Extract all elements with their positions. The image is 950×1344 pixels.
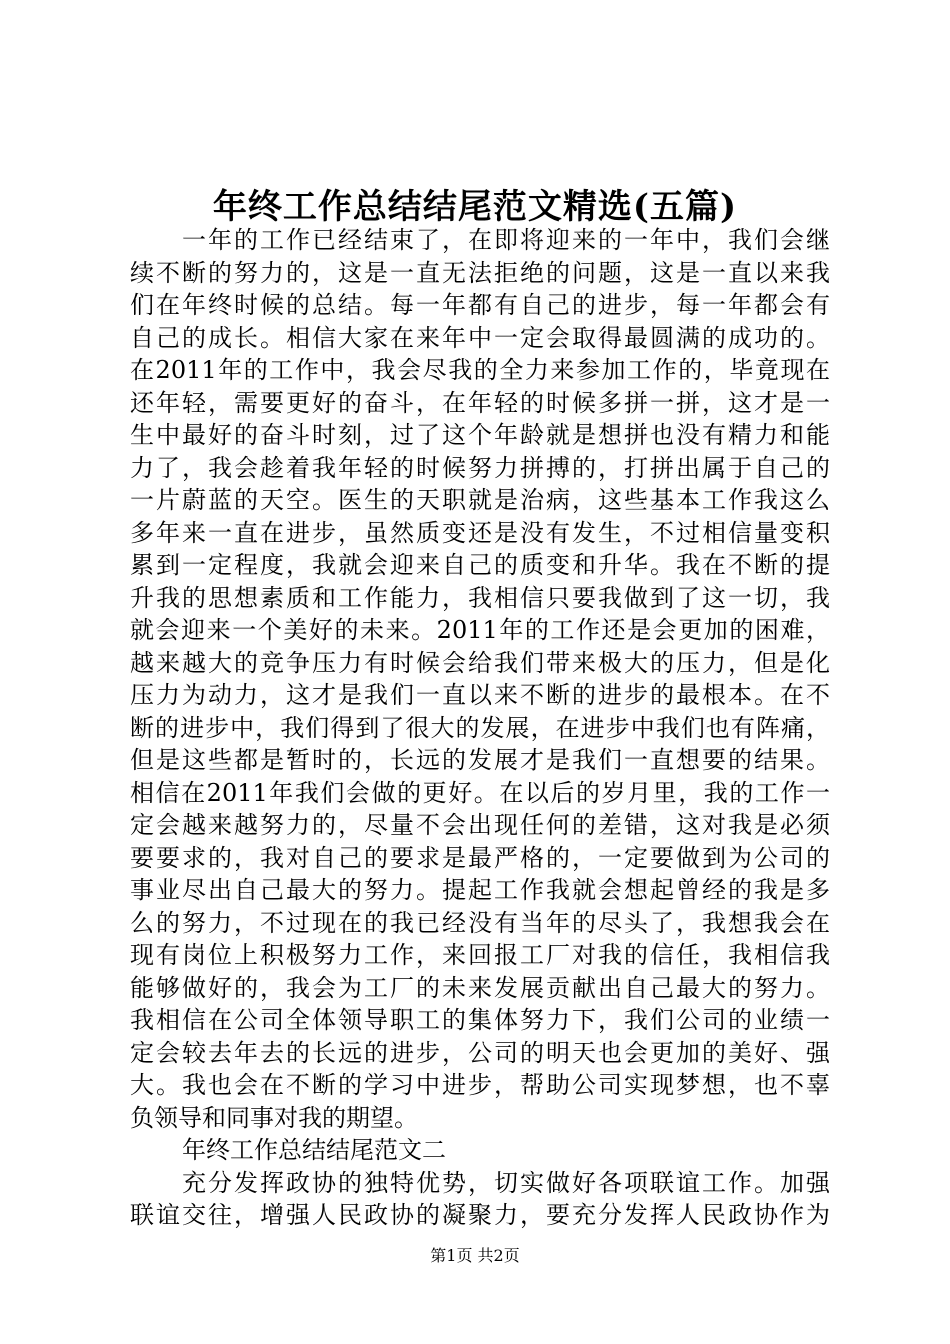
text-line: 升我的思想素质和工作能力，我相信只要我做到了这一切，我 [130,583,830,612]
text-line: 但是这些都是暂时的，长远的发展才是我们一直想要的结果。 [130,746,830,774]
text-line: 事业尽出自己最大的努力。提起工作我就会想起曾经的我是多 [130,876,830,904]
text-line: 现有岗位上积极努力工作，来回报工厂对我的信任，我相信我 [130,941,830,969]
text-line: 多年来一直在进步，虽然质变还是没有发生，不过相信量变积 [130,518,830,547]
text-line: 我相信在公司全体领导职工的集体努力下，我们公司的业绩一 [130,1006,830,1034]
text-line: 累到一定程度，我就会迎来自己的质变和升华。我在不断的提 [130,551,830,579]
text-line: 大。我也会在不断的学习中进步，帮助公司实现梦想，也不辜 [130,1071,830,1099]
text-line: 们在年终时候的总结。每一年都有自己的进步，每一年都会有 [130,291,830,319]
text-line: 续不断的努力的，这是一直无法拒绝的问题，这是一直以来我 [130,258,830,287]
text-line: 一年的工作已经结束了，在即将迎来的一年中，我们会继 [182,226,830,254]
text-line: 就会迎来一个美好的未来。2011年的工作还是会更加的困难， [130,616,830,644]
text-line: 能够做好的，我会为工厂的未来发展贡献出自己最大的努力。 [130,973,830,1002]
text-line: 生中最好的奋斗时刻，过了这个年龄就是想拼也没有精力和能 [130,421,830,449]
text-line: 压力为动力，这才是我们一直以来不断的进步的最根本。在不 [130,681,830,709]
section-heading: 年终工作总结结尾范文二 [182,1136,446,1164]
text-line: 力了，我会趁着我年轻的时候努力拼搏的，打拼出属于自己的 [130,453,830,482]
text-line: 联谊交往，增强人民政协的凝聚力，要充分发挥人民政协作为 [130,1201,830,1229]
text-line: 在2011年的工作中，我会尽我的全力来参加工作的，毕竟现在 [130,356,830,384]
text-line: 断的进步中，我们得到了很大的发展，在进步中我们也有阵痛， [130,713,830,742]
text-line: 要要求的，我对自己的要求是最严格的，一定要做到为公司的 [130,843,830,872]
text-line: 定会较去年去的长远的进步，公司的明天也会更加的美好、强 [130,1038,830,1067]
text-line: 越来越大的竞争压力有时候会给我们带来极大的压力，但是化 [130,648,830,677]
text-line: 定会越来越努力的，尽量不会出现任何的差错，这对我是必须 [130,811,830,839]
text-line: 负领导和同事对我的期望。 [130,1103,418,1132]
text-line: 充分发挥政协的独特优势，切实做好各项联谊工作。加强 [182,1168,830,1197]
document-title: 年终工作总结结尾范文精选(五篇) [212,187,738,227]
page-footer: 第1页 共2页 [430,1246,520,1265]
text-line: 自己的成长。相信大家在来年中一定会取得最圆满的成功的。 [130,323,830,352]
document-body [130,224,830,1232]
text-line: 一片蔚蓝的天空。医生的天职就是治病，这些基本工作我这么 [130,486,830,514]
text-line: 还年轻，需要更好的奋斗，在年轻的时候多拼一拼，这才是一 [130,388,830,417]
text-line: 相信在2011年我们会做的更好。在以后的岁月里，我的工作一 [130,778,830,807]
text-line: 么的努力，不过现在的我已经没有当年的尽头了，我想我会在 [130,908,830,937]
